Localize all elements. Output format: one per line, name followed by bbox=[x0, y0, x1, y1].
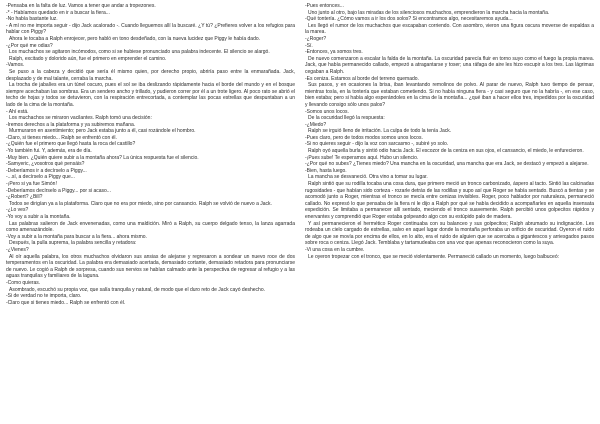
paragraph: Sus pasos, y en ocasiones la brisa, iban levantando remolinos de polvo. Al parar de nuevo, Ralph tuvo tiempo de pensar, mientras tosía, en la tontería que estaban cometiendo. Si no había ninguna fiera - y casi seguro que no la habría -, en ese caso, bien estaba; pero si había algo esperándoles en la cima de la montaña... ¿qué iban a hacer ellos tres, impedidos por la oscuridad y llevando consigo sólo unos palos? bbox=[305, 82, 594, 108]
paragraph: -Samyeric, ¿vosotros qué pensáis? bbox=[6, 161, 85, 168]
paragraph: Ralph, excitado y dolorido aún, fue el primero en emprender el camino. bbox=[9, 55, 167, 62]
paragraph: -¡Pues sube! Te esperamos aquí. Hubo un silencio. bbox=[305, 154, 419, 161]
paragraph: -¿Por qué no subes? ¿Tienes miedo? Una mancha en la oscuridad, una mancha que era Jack, se destacó y empezó a alejarse. bbox=[305, 161, 589, 168]
paragraph: -Muy bien. ¿Quién quiere subir a la montaña ahora? La única respuesta fue el silencio. bbox=[6, 154, 199, 161]
paragraph: -No había bastante luz. bbox=[6, 16, 58, 23]
paragraph: -Yo también fui. Y, además, era de día. bbox=[6, 148, 92, 155]
paragraph: - A mí no me importa seguir - dijo Jack acalorado -. Cuando lleguemos allí la buscaré. ¿Y tú? ¿Prefieres volver a los refugios para hablar con Piggy? bbox=[6, 22, 295, 36]
paragraph: -¿Robert? ¿Bill? bbox=[6, 194, 43, 201]
paragraph: -¡Pero si ya fue Simón! bbox=[6, 181, 57, 188]
paragraph: Las palabras salieron de Jack envenenadas, como una maldición. Miró a Ralph, su cuerpo delgado tenso, la lanza agarrada como amenazándole. bbox=[6, 220, 295, 234]
paragraph: Y así permanecieron el hermético Roger continuaba con su balanceo y sus golpecitos; Ralph abrumado su indignación. Les rodeaba un cielo cargado de estrellas, salvo en aquel lugar donde la montaña perforaba un orificio de oscuridad. Oyeron el ruido de algo que se movía por encima de ellos, en lo alto, era el ruido de alguien que se acercaba a gigantescos y arriesgados pasos sobre roca o ceniza. Llegó Jack. Temblaba y tartamudeaba con una voz que apenas reconocieron como la suya. bbox=[305, 220, 594, 247]
paragraph: -Voy a subir a la montaña para buscar a la fiera... ahora mismo. bbox=[6, 233, 147, 240]
paragraph: Todos se dirigían ya a la plataforma. Claro que no era por miedo, sino por cansancio. Ralph se volvió de nuevo a Jack. bbox=[9, 200, 272, 207]
paragraph: Le oyeron tropezar con el tronco, que se meció violentamente. Permaneció callado un momento, luego balbuceó: bbox=[308, 253, 559, 260]
paragraph: -Si de verdad no te importa, claro. bbox=[6, 293, 82, 300]
paragraph: -Entonces, ya somos tres. bbox=[305, 49, 363, 56]
paragraph: Ralph sintió que su rodilla tocaba una cosa dura, que primero meció un tronco carbonizado, áspero al tacto. Sintió las calcinadas rugosidades - que habían sido corteza - rozarle detrás de las rodillas y supo así que Roger se había sentado. Buscó a tientas y se acomodó junto a Roger, mientras el tronco se mecía entre cenizas invisibles. Roger, poco hablador por naturaleza, permaneció callado. No expresó lo que pensaba de la fiera ni le dijo a Ralph por qué se había decidido a acompañarles en aquella insensata expedición. Se limitaba a permanecer allí sentado, meciendo el tronco suavemente. Ralph percibió unos golpecitos rápidos y enervantes y comprendió que Roger estaba golpeando algo con su estúpido palo de madera. bbox=[305, 181, 594, 220]
paragraph: Asombrado, escuchó su propia voz, que salía tranquila y natural, de modo que el duro reto de Jack cayó deshecho. bbox=[9, 286, 265, 293]
paragraph: La mancha se desvaneció. Otra vino a tomar su lugar. bbox=[308, 174, 428, 181]
paragraph: -Si no quieres seguir - dijo la voz con sarcasmo -, subiré yo solo. bbox=[305, 141, 449, 148]
paragraph: -Vamos. bbox=[6, 62, 25, 69]
paragraph: -Claro, si tienes miedo... Ralph se enfrentó con él. bbox=[6, 134, 117, 141]
paragraph: Uno junto al otro, bajo las miradas de los silenciosos muchachos, emprendieron la marcha hacia la montaña. bbox=[308, 9, 550, 16]
paragraph: Les llegó el rumor de los muchachos que escapaban corriendo. Con asombro, vieron una figura oscura moverse de espaldas a la marea. bbox=[305, 22, 594, 36]
right-text-column bbox=[305, 3, 594, 260]
paragraph: -¿Lo ves? bbox=[6, 207, 29, 214]
paragraph: - Ahí está. bbox=[6, 108, 29, 115]
paragraph: -Yo voy a subir a la montaña. bbox=[6, 214, 71, 220]
paragraph: -Pues claro, pero de todos modos somos unos locos. bbox=[305, 134, 423, 141]
paragraph: -¿Quién fue el primero que llegó hasta la roca del castillo? bbox=[6, 141, 136, 148]
paragraph: -Iremos derechos a la plataforma y ya subiremos mañana. bbox=[6, 121, 136, 128]
paragraph: -¿Vienes? bbox=[6, 246, 29, 253]
paragraph: -Qué tontería. ¿Cómo vamos a ir los dos solos? Si encontramos algo, necesitaremos ayuda... bbox=[305, 16, 513, 23]
paragraph: -...sí, a decírselo a Piggy que... bbox=[6, 174, 75, 181]
paragraph: Los muchachos se agitaron incómodos, como si se hubiese pronunciado una palabra indecente. El silencio se alargó. bbox=[9, 49, 270, 56]
left-text-column bbox=[6, 3, 295, 306]
paragraph: -Vi una cosa en la cumbre. bbox=[305, 246, 365, 253]
paragraph: La trocha de jabalíes era un túnel oscuro, pues el sol se iba deslizando rápidamente hacia el borde del mundo y en el bosque siempre acechaban las sombras. Era un sendero ancho y trillado, y pudieron correr por él a un trote ligero. Al poco rato se abrió el techo de hojas y todos se detuvieron, con la respiración entrecortada, a contemplar las pocas estrellas que despuntaban a un lado de la cima de la montaña. bbox=[6, 82, 295, 108]
paragraph: -Como quieras. bbox=[6, 279, 41, 286]
paragraph: Ralph oyó aquella burla y sintió odio hacia Jack. El escozor de la ceniza en sus ojos, el cansancio, el miedo, le enfurecieron. bbox=[308, 148, 584, 155]
paragraph: -* - Habíamos quedado en ir a buscar la fiera... bbox=[6, 9, 110, 16]
paragraph: -Deberíamos ir a decírselo a Piggy... bbox=[6, 167, 87, 174]
paragraph: -Sí. bbox=[305, 42, 313, 49]
paragraph: -Deberíamos decírselo a Piggy... por si acaso... bbox=[6, 187, 111, 194]
paragraph: -Bien, hasta luego. bbox=[305, 167, 347, 174]
paragraph: -Pensaba en la falta de luz. Vamos a tener que andar a tropezones. bbox=[6, 3, 156, 9]
paragraph: -Pues entonces... bbox=[305, 3, 344, 9]
paragraph: -Somos unos locos. bbox=[305, 108, 349, 115]
paragraph: Murmuraron en asentimiento; pero Jack estaba junto a él, casi rozándole el hombro. bbox=[9, 128, 196, 135]
paragraph: -¿Por qué me odias? bbox=[6, 42, 53, 49]
paragraph: Los muchachos se miraron vacilantes. Ralph tomó una decisión: bbox=[9, 115, 152, 122]
paragraph: Ralph se irguió lleno de irritación. La culpa de todo la tenía Jack. bbox=[308, 128, 452, 135]
paragraph: -Es ceniza. Estamos al borde del terreno quemado. bbox=[305, 75, 419, 82]
paragraph: De la oscuridad llegó la respuesta: bbox=[308, 115, 385, 122]
paragraph: -Claro que si tienes miedo... Ralph se enfrentó con él. bbox=[6, 299, 126, 306]
paragraph: Al oír aquella palabra, los otros muchachos olvidaron sus ansias de alejarse y regresaron a sondear un nuevo roce de dos temperamentos en la oscuridad. La palabra era demasiado acertada, demasiado cortante, demasiado retadora para pronunciarse de nuevo. Le cogió a Ralph de sorpresa, cuando sus nervios se habían calmado ante la perspectiva de regresar al refugio y a las aguas tranquilas y familiares de la laguna. bbox=[6, 253, 295, 280]
paragraph: -¿Roger? bbox=[305, 35, 327, 42]
paragraph: Ahora le tocaba a Ralph enrojecer, pero habló en tono desdeñado, con la nueva lucidez que Piggy le había dado. bbox=[9, 35, 261, 42]
paragraph: -¿Miedo? bbox=[305, 121, 327, 128]
paragraph: Se puso a la cabeza y decidió que sería él mismo quien, por derecho propio, abriría paso entre la enmarañada. Jack, desplazado y de mal talante, cerraba la marcha. bbox=[6, 68, 295, 82]
paragraph: Después, la pulla suprema, la palabra sencilla y retadora: bbox=[9, 240, 137, 247]
paragraph: De nuevo comenzaron a escalar la falda de la montaña. La oscuridad parecía fluir en torno suyo como el fuego la propia marea. Jack, que había permanecido callado, empezó a atragantarse y toser; una ráfaga de aire les hizo escupir a los tres. Las lágrimas cegaban a Ralph. bbox=[305, 55, 594, 75]
